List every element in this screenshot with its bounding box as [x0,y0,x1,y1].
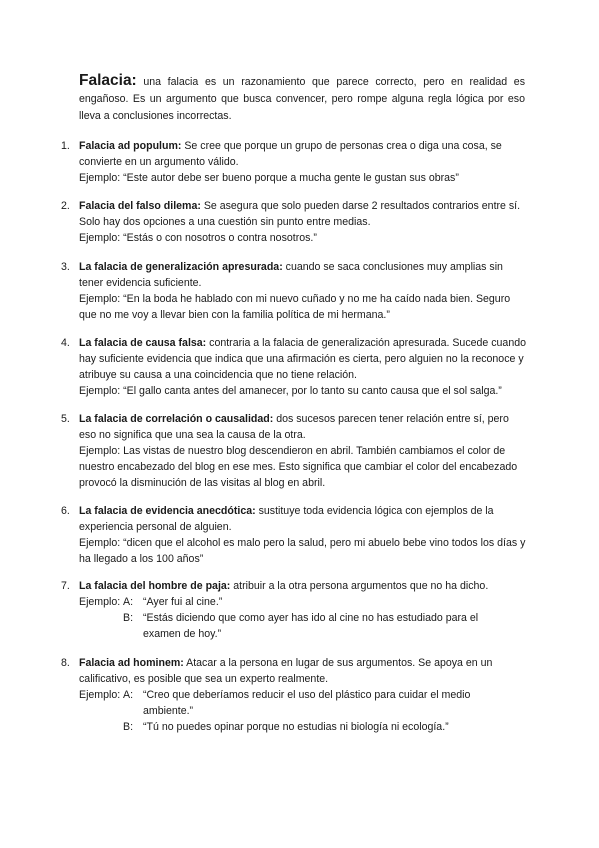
item-definition [79,335,527,383]
speaker-b-text-cont: examen de hoy.” [143,628,222,640]
item-body [79,503,527,567]
speaker-b: B: [123,721,134,733]
item-description: sustituye toda evidencia lógica con ejemplos de la experiencia personal de alguien. [79,505,494,533]
item-number: 8. [61,657,70,669]
speaker-a-text-cont: ambiente.” [143,705,194,717]
item-description: Atacar a la persona en lugar de sus argumentos. Se apoya en un calificativo, es posible que sea un experto realmente. [79,657,493,685]
example-label: Ejemplo: [79,689,121,701]
example-label: Ejemplo: [79,596,121,608]
item-description: atribuir a la otra persona argumentos que no ha dicho. [230,580,489,592]
item-definition [79,655,527,687]
item-definition [79,411,527,443]
item-number: 6. [61,505,70,517]
item-definition [79,503,527,535]
item-body [79,411,527,491]
item-example: Ejemplo: “Estás o con nosotros o contra nosotros.” [79,232,317,244]
item-title: Falacia ad hominem: [79,657,184,669]
item-number: 5. [61,413,70,425]
speaker-a: A: [123,689,134,701]
item-definition [79,198,527,230]
speaker-b-text: “Estás diciendo que como ayer has ido al cine no has estudiado para el [143,612,479,624]
item-number: 3. [61,261,70,273]
item-example: Ejemplo: “En la boda he hablado con mi nuevo cuñado y no me ha caído nada bien. Seguro que no me voy a llevar bien con la familia política de mi hermana.” [79,293,511,321]
item-definition [79,578,527,594]
dialog-line-b [79,610,527,626]
intro-term: Falacia: [79,72,137,89]
item-title: La falacia del hombre de paja: [79,580,231,592]
item-title: La falacia de correlación o causalidad: [79,413,274,425]
item-number: 1. [61,140,70,152]
dialog-line-a [79,687,527,703]
intro-paragraph [79,72,525,125]
item-body [79,578,527,642]
item-definition [79,259,527,291]
item-body [79,259,527,323]
item-description: contraria a la falacia de generalización apresurada. Sucede cuando hay suficiente evidencia que indica que una afirmación es cierta, pero alguien no la reconoce y atribuye su causa a una coincidencia que no tiene relación. [79,337,526,381]
speaker-b: B: [123,612,134,624]
item-body [79,138,527,186]
item-body [79,655,527,735]
speaker-a-text: “Ayer fui al cine.” [143,596,223,608]
item-example: Ejemplo: Las vistas de nuestro blog descendieron en abril. También cambiamos el color de nuestro encabezado del blog en ese mes. Esto significa que cambiar el color del encabezado provocó la disminución de las visitas al blog en abril. [79,445,518,489]
dialog-line-b [79,719,527,735]
item-description: Se cree que porque un grupo de personas crea o diga una cosa, se convierte en un argumento válido. [79,140,502,168]
item-title: La falacia de evidencia anecdótica: [79,505,256,517]
item-title: La falacia de generalización apresurada: [79,261,283,273]
speaker-a-text: “Creo que deberíamos reducir el uso del plástico para cuidar el medio [143,689,471,701]
item-example: Ejemplo: “Este autor debe ser bueno porque a mucha gente le gustan sus obras” [79,172,459,184]
item-title: La falacia de causa falsa: [79,337,207,349]
item-number: 7. [61,580,70,592]
dialog-line-a [79,594,527,610]
item-description: Se asegura que solo pueden darse 2 resultados contrarios entre sí. Solo hay dos opciones a una cuestión sin punto entre medias. [79,200,521,228]
speaker-b-text: “Tú no puedes opinar porque no estudias ni biología ni ecología.” [143,721,449,733]
item-title: Falacia del falso dilema: [79,200,201,212]
speaker-a: A: [123,596,134,608]
item-number: 4. [61,337,70,349]
item-title: Falacia ad populum: [79,140,182,152]
item-definition [79,138,527,170]
item-example: Ejemplo: “dicen que el alcohol es malo pero la salud, pero mi abuelo bebe vino todos los días y ha llegado a los 100 años” [79,537,526,565]
item-description: dos sucesos parecen tener relación entre sí, pero eso no significa que una sea la causa de la otra. [79,413,509,441]
item-description: cuando se saca conclusiones muy amplias sin tener evidencia suficiente. [79,261,503,289]
item-example: Ejemplo: “El gallo canta antes del amanecer, por lo tanto su canto causa que el sol salga.” [79,385,502,397]
intro-text: una falacia es un razonamiento que parece correcto, pero en realidad es engañoso. Es un argumento que busca convencer, pero rompe alguna regla lógica por eso lleva a conclusiones incorrectas. [79,76,525,122]
item-body [79,335,527,399]
item-number: 2. [61,200,70,212]
example-dialog [79,594,527,642]
item-body [79,198,527,246]
example-dialog [79,687,527,735]
